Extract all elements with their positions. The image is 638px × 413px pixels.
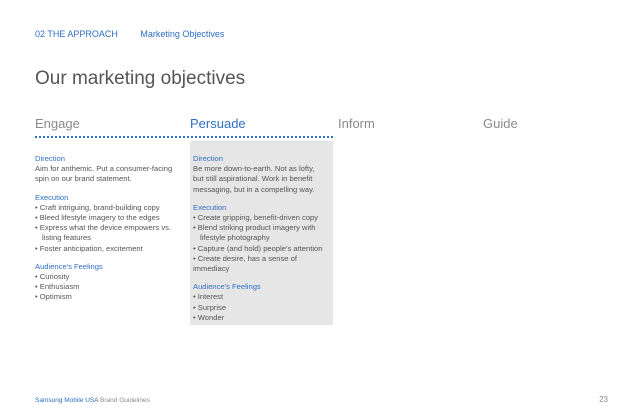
persuade-direction-line: but still aspirational. Work in benefit [193, 174, 313, 184]
page-number: 23 [599, 395, 608, 404]
persuade-execution-item: immediacy [193, 264, 230, 274]
engage-execution-label: Execution [35, 192, 69, 202]
engage-execution-item: • Craft intriguing, brand-building copy [35, 202, 160, 212]
column-heading-guide: Guide [483, 116, 518, 131]
persuade-execution-item: • Blend striking product imagery with [193, 223, 316, 233]
persuade-feelings-label: Audience's Feelings [193, 282, 261, 292]
engage-feeling-item: • Curiosity [35, 272, 70, 282]
footer-brand: Samsung Mobile USA [35, 397, 99, 404]
engage-execution-item: listing features [42, 233, 91, 243]
persuade-feeling-item: • Surprise [193, 302, 227, 312]
breadcrumb-page: Marketing Objectives [140, 29, 225, 39]
engage-execution-item: • Express what the device empowers vs. [35, 223, 172, 233]
persuade-column [193, 154, 333, 323]
column-heading-engage: Engage [35, 116, 80, 131]
persuade-execution-item: • Capture (and hold) people's attention [193, 243, 323, 253]
engage-feelings-label: Audience's Feelings [35, 261, 103, 271]
persuade-execution-label: Execution [193, 202, 227, 212]
persuade-execution-item: • Create gripping, benefit-driven copy [193, 213, 319, 223]
persuade-direction-line: messaging, but in a compelling way. [193, 184, 315, 194]
persuade-feeling-item: • Interest [193, 292, 224, 302]
persuade-feeling-item: • Wonder [193, 312, 225, 322]
engage-execution-item: • Bleed lifestyle imagery to the edges [35, 213, 160, 223]
page-title: Our marketing objectives [35, 68, 246, 89]
engage-feeling-item: • Enthusiasm [35, 282, 80, 292]
column-heading-persuade: Persuade [190, 116, 246, 131]
persuade-direction-line: Be more down-to-earth. Not as lofty, [193, 164, 315, 174]
engage-direction-line: Aim for anthemic. Put a consumer-facing [35, 164, 173, 174]
footer [35, 397, 150, 404]
engage-direction-label: Direction [35, 154, 65, 163]
breadcrumb [35, 29, 224, 39]
engage-feeling-item: • Optimism [35, 292, 72, 302]
engage-column [35, 154, 185, 303]
persuade-execution-item: • Create desire, has a sense of [193, 253, 297, 263]
dotted-divider [35, 136, 333, 138]
breadcrumb-section: 02 THE APPROACH [35, 29, 118, 39]
column-heading-inform: Inform [338, 116, 375, 131]
footer-doc-title: Brand Guidelines [100, 397, 150, 404]
engage-direction-line: spin on our brand statement. [35, 174, 132, 184]
engage-execution-item: • Foster anticipation, excitement [35, 243, 143, 253]
persuade-execution-item: lifestyle photography [200, 233, 270, 243]
persuade-direction-label: Direction [193, 154, 223, 163]
